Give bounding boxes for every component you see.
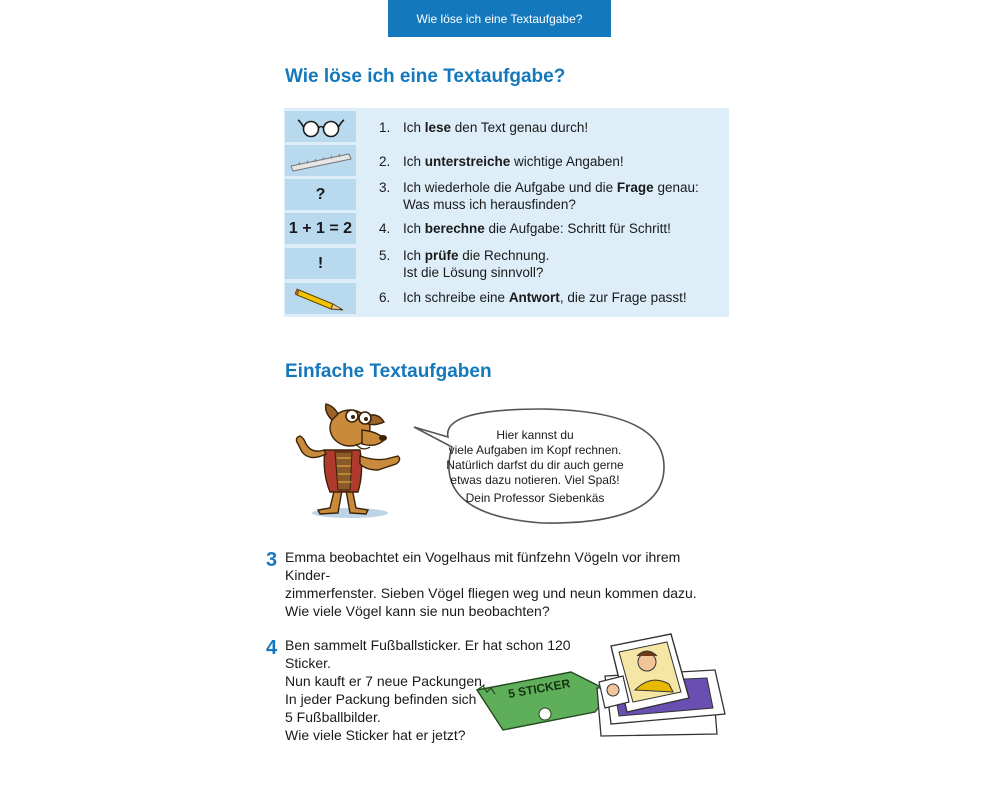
- step-row: [379, 220, 724, 237]
- step-row: [379, 119, 724, 136]
- step-row: [379, 289, 724, 306]
- steps-table: [284, 108, 729, 317]
- step-number: 6.: [379, 290, 391, 305]
- step-text: Ich prüfe die Rechnung. Ist die Lösung sinnvoll?: [403, 248, 550, 280]
- step-number: 2.: [379, 154, 391, 169]
- sticker-illustration: [475, 632, 740, 744]
- task-number: 3: [266, 549, 278, 571]
- section-title-simple-tasks: Einfache Textaufgaben: [285, 361, 492, 382]
- step-row: [379, 153, 724, 170]
- task-number: 4: [266, 637, 278, 659]
- step-text: Ich schreibe eine Antwort, die zur Frage passt!: [403, 290, 687, 305]
- step-row: [379, 247, 724, 281]
- step-1-icon-cell: [285, 111, 356, 142]
- step-2-icon-cell: [285, 145, 356, 176]
- bubble-signature: Dein Professor Siebenkäs: [465, 491, 605, 505]
- step-number: 3.: [379, 180, 391, 195]
- step-text: Ich lese den Text genau durch!: [403, 120, 589, 135]
- step-number: 1.: [379, 120, 391, 135]
- professor-dog-illustration: [280, 392, 410, 522]
- task-3-text: Emma beobachtet ein Vogelhaus mit fünfzehn Vögeln vor ihrem Kinder- zimmerfenster. Sieben Vögel fliegen weg und neun kommen dazu. Wie viele Vögel kann sie nun beobachten?: [285, 549, 697, 619]
- step-5-icon-cell: !: [285, 248, 356, 279]
- step-number: 4.: [379, 221, 391, 236]
- step-3-icon-cell: ?: [285, 179, 356, 210]
- icon-column: [284, 108, 358, 317]
- glasses-icon: [297, 115, 345, 139]
- header-tab: Wie löse ich eine Textaufgabe?: [388, 0, 611, 37]
- step-text: Ich unterstreiche wichtige Angaben!: [403, 154, 624, 169]
- step-row: [379, 179, 724, 213]
- task-4-text: Ben sammelt Fußballsticker. Er hat schon 120 Sticker. Nun kauft er 7 neue Packungen. In jeder Packung befinden sich 5 Fußballbilder. Wie viele Sticker hat er jetzt?: [285, 637, 571, 743]
- sticker-pack-label: 5 STICKER: [507, 676, 572, 701]
- step-number: 5.: [379, 248, 391, 263]
- step-text: Ich berechne die Aufgabe: Schritt für Schritt!: [403, 221, 671, 236]
- step-text: Ich wiederhole die Aufgabe und die Frage genau: Was muss ich herausfinden?: [403, 180, 699, 212]
- step-6-icon-cell: [285, 283, 356, 314]
- speech-bubble-text: Hier kannst du viele Aufgaben im Kopf rechnen. Natürlich darfst du dir auch gerne etwas dazu notieren. Viel Spaß! Dein Professor Siebenkäs: [430, 428, 640, 506]
- step-4-icon-cell: 1 + 1 = 2: [285, 213, 356, 244]
- pencil-icon: [295, 286, 347, 312]
- section-title-steps: Wie löse ich eine Textaufgabe?: [285, 66, 566, 87]
- ruler-icon: [289, 150, 353, 172]
